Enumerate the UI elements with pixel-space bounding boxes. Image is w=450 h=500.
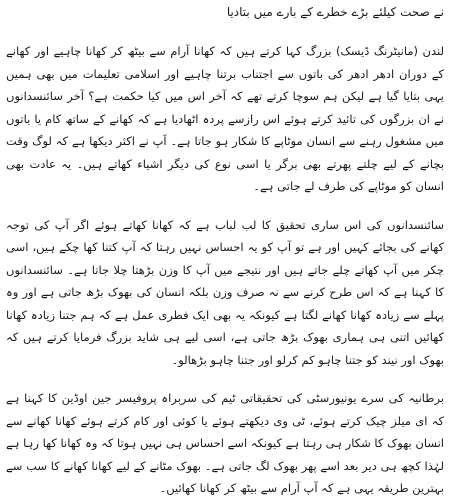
article-paragraph-1: لندن (مانیٹرنگ ڈیسک) بزرگ کہا کرتے ہیں کہ کھانا آرام سے بیٹھ کر کھانا چاہیے اور کھانے کے دوران ادھر ادھر کی باتوں سے اجتناب برتنا چاہیے اور اسلامی تعلیمات میں بھی ہمیں یہی بتایا گیا ہے لیکن ہم سوچا کرتے تھے کہ آخر اس میں کیا حکمت ہے؟ آخر سائنسدانوں نے ان بزرگوں کی تائید کرتے ہوئے اس رازسے پردہ اٹھادیا ہے کہ کھانے کے ساتھ کام یا باتوں میں مشغول رہنے سے انسان موٹاپے کا شکار ہو جاتا ہے۔ آپ نے اکثر دیکھا ہے کہ لوگ وقت بچانے کے لیے چلتے پھرتے بھی برگر یا اسی نوع کی دیگر اشیاء کھاتے ہیں۔ یہ عادت بھی انسان کو موٹاپے کی طرف لے جاتی ہے۔ (6, 44, 444, 193)
article (0, 2, 450, 500)
article-headline: نے صحت کیلئے بڑے خطرے کے بارے میں بتادیا (226, 5, 444, 19)
article-paragraph-3: برطانیہ کی سرے یونیورسٹی کی تحقیقاتی ٹیم کی سربراہ پروفیسر جین اوڈین کا کہنا ہے کہ ای میلز چیک کرتے ہوئے، ٹی وی دیکھتے ہوئے یا کوئی اور کام کرتے ہوئے کھانا کھانے سے انسان بھوک کا شکار ہی رہتا ہے کیونکہ اسے احساس ہی نہیں ہوتا کہ وہ کھانا کھا رہا ہے لہٰذا کچھ ہی دیر بعد اسے پھر بھوک لگ جاتی ہے۔ بھوک مٹانے کے لیے کھانا کھانے کا سب سے بہترین طریقہ یہی ہے کہ آپ آرام سے بیٹھ کر کھانا کھائیں۔ (6, 391, 444, 495)
article-paragraph-2: سائنسدانوں کی اس ساری تحقیق کا لب لباب ہے کہ کھانا کھاتے ہوئے اگر آپ کی توجہ کھانے کی بجائے کہیں اور ہے تو آپ کو یہ احساس نہیں رہتا کہ آپ کتنا کھا چکے ہیں، اسی چکر میں آپ کھاتے چلے جاتے ہیں اور نتیجے میں آپ کا وزن بڑھتا چلا جاتا ہے۔ سائنسدانوں کا کہنا ہے کہ اس طرح کرنے سے نہ صرف وزن بلکہ انسان کی بھوک بڑھ جاتی ہے اور وہ پہلے سے زیادہ کھانا کھانے لگتا ہے کیونکہ یہ بھی ایک فطری عمل ہے کہ ہم جتنا زیادہ کھانا کھائیں اتنی ہی ہماری بھوک بڑھ جاتی ہے، اسی لیے ہی شاید بزرگ فرمایا کرتے ہیں کہ بھوک اور نیند کو جتنا چاہو کم کرلو اور جتنا چاہو بڑھالو۔ (6, 217, 444, 367)
